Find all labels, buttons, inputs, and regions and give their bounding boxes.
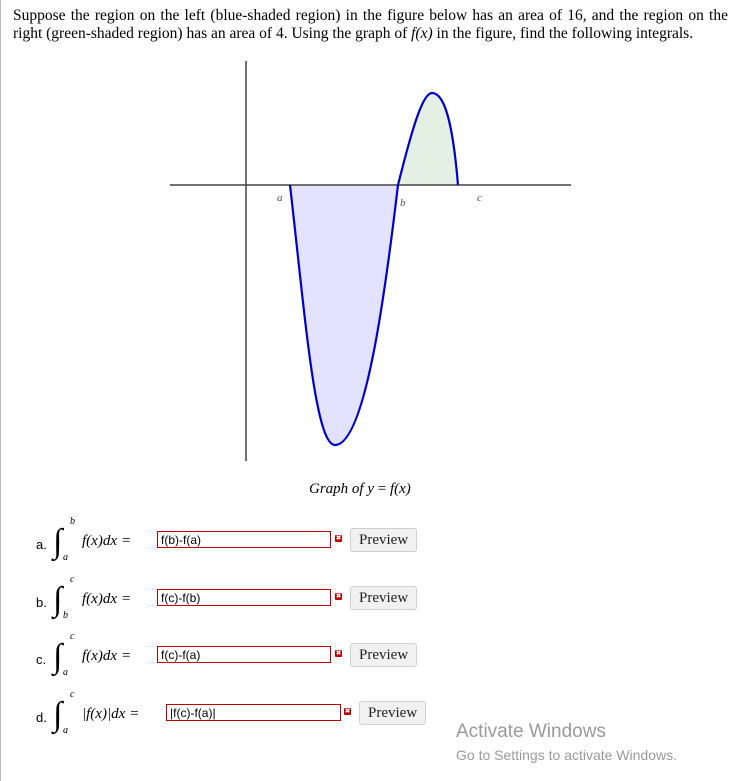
graph-caption [309,481,411,498]
caption-y: y [367,481,375,497]
item-label: c. [36,652,47,667]
item-label: b. [36,595,47,610]
upper-limit: c [70,574,75,585]
function-graph [165,55,575,465]
watermark-subtitle: Go to Settings to activate Windows. [456,747,677,763]
problem-fx: f(x) [411,25,433,42]
integrand-text: f(x)dx [82,591,117,607]
red-x-icon: ✖ [344,707,351,715]
problem-text-part1: Suppose the region on the left (blue-shaded region) in the figure below has an area of 16, and the region on the right (green-shaded region) has an area of 4. Using the graph of [13,7,728,42]
label-b: b [400,197,406,209]
label-c: c [477,192,482,204]
caption-fn: f(x) [389,481,411,497]
answer-input-d[interactable] [166,704,341,721]
problem-text-part2: in the figure, find the following integrals. [432,25,694,42]
label-a: a [277,192,283,204]
lower-limit: a [63,725,68,736]
preview-button-a[interactable]: Preview [350,528,417,552]
integrand-text: f(x)dx [82,533,117,549]
red-x-icon: ✖ [335,592,342,600]
question-a [0,516,738,570]
green-shaded-region [398,93,458,185]
equals-sign: = [121,533,131,549]
question-b [0,574,738,628]
integrand [82,706,139,723]
watermark-title: Activate Windows [456,721,606,742]
lower-limit: a [63,552,68,563]
integrand [82,591,130,608]
red-x-icon: ✖ [335,649,342,657]
blue-shaded-region [290,185,398,445]
integral-sign: ∫ [53,638,63,675]
integral-sign: ∫ [53,581,63,618]
integral-sign: ∫ [53,696,63,733]
answer-input-b[interactable] [157,589,331,606]
upper-limit: c [70,689,75,700]
activate-windows-watermark [456,721,677,765]
upper-limit: b [70,516,75,527]
integral-sign: ∫ [53,523,63,560]
lower-limit: b [63,610,68,621]
upper-limit: c [70,631,75,642]
caption-equals: = [374,481,390,497]
question-c [0,631,738,685]
preview-button-d[interactable]: Preview [359,701,426,725]
item-label: a. [36,537,47,552]
answer-input-a[interactable] [157,531,331,548]
integrand [82,533,130,550]
integrand-text: f(x)dx [82,648,117,664]
answer-input-c[interactable] [157,646,331,663]
red-x-icon: ✖ [335,534,342,542]
preview-button-b[interactable]: Preview [350,586,417,610]
problem-statement [13,7,728,43]
caption-prefix: Graph of [309,481,368,497]
lower-limit: a [63,667,68,678]
integrand [82,648,130,665]
preview-button-c[interactable]: Preview [350,643,417,667]
integrand-text: |f(x)|dx [82,706,126,722]
item-label: d. [36,710,47,725]
equals-sign: = [130,706,139,722]
equals-sign: = [121,591,131,607]
equals-sign: = [121,648,131,664]
